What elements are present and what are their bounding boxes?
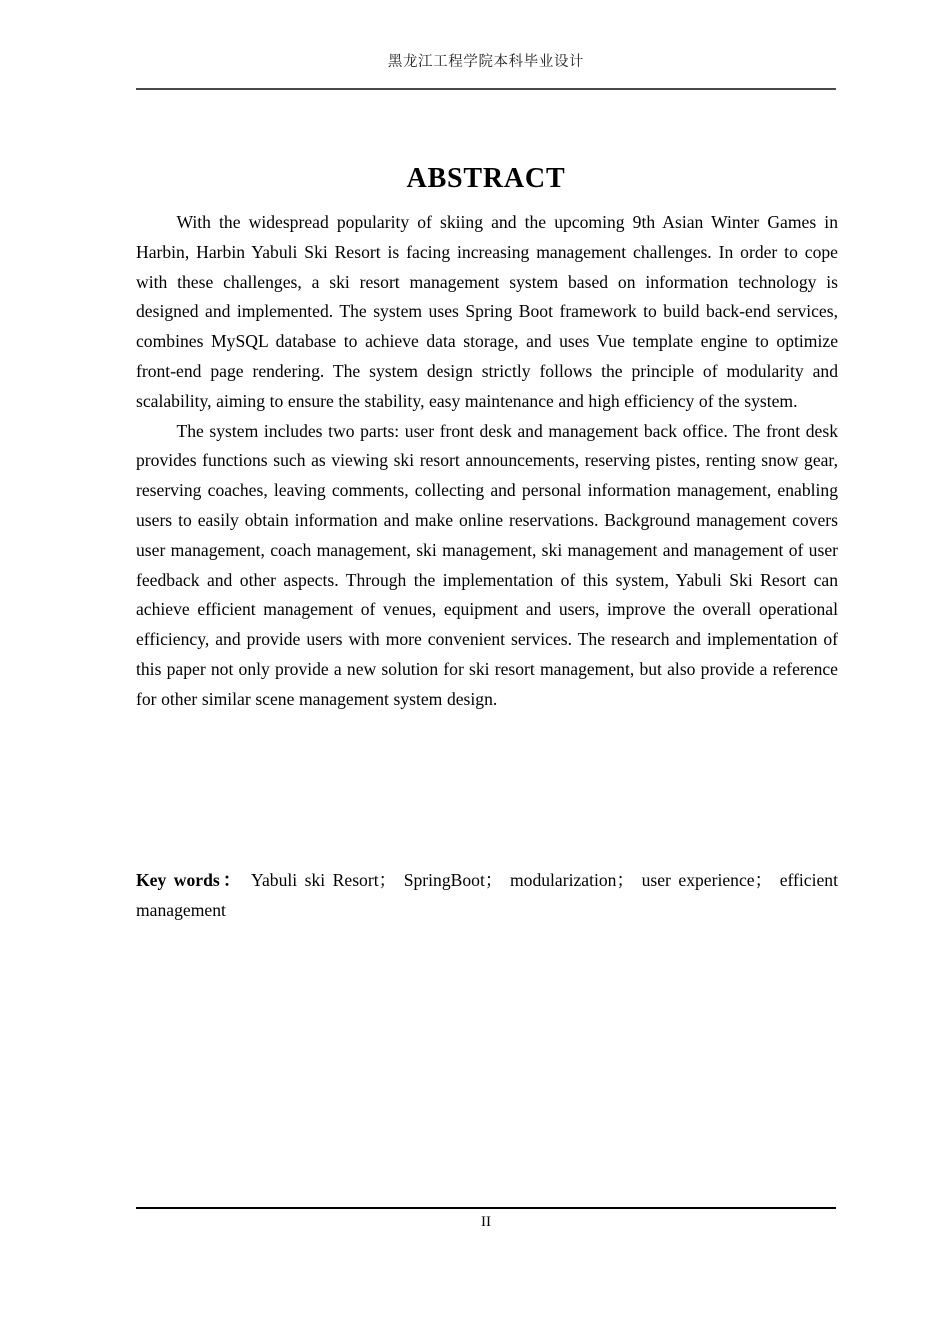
page-title: ABSTRACT <box>406 162 566 194</box>
keywords-section <box>136 866 838 926</box>
keyword-item-0: Yabuli ski Resort <box>251 870 379 890</box>
keyword-separator-2: ； <box>616 870 635 890</box>
keywords-label-colon: ： <box>219 870 244 890</box>
keywords-spacer <box>634 870 642 890</box>
header-divider-rule <box>136 88 836 90</box>
running-header <box>136 52 836 72</box>
abstract-paragraph-1: With the widespread popularity of skiing and the upcoming 9th Asian Winter Games in Harbin, Harbin Yabuli Ski Resort is facing increasing management challenges. In order to cope with these challenges, a ski resort management system based on information technology is designed and implemented. The system uses Spring Boot framework to build back-end services, combines MySQL database to achieve data storage, and uses Vue template engine to optimize front-end page rendering. The system design strictly follows the principle of modularity and scalability, aiming to ensure the stability, easy maintenance and high efficiency of the system. <box>136 212 838 411</box>
footer-divider-rule <box>136 1207 836 1209</box>
page-number: II <box>481 1214 491 1230</box>
keyword-item-2: modularization <box>509 870 617 890</box>
abstract-paragraph-2: The system includes two parts: user front desk and management back office. The front desk provides functions such as viewing ski resort announcements, reserving pistes, renting snow gear, reserving coaches, leaving comments, collecting and personal information management, enabling users to easily obtain information and make online reservations. Background management covers user management, coach management, ski management, ski management and management of user feedback and other aspects. Through the implementation of this system, Yabuli Ski Resort can achieve efficient management of venues, equipment and users, improve the overall operational efficiency, and provide users with more convenient services. The research and implementation of this paper not only provide a new solution for ski resort management, but also provide a reference for other similar scene management system design. <box>136 420 838 709</box>
keyword-item-4: efficient management <box>136 870 838 920</box>
keyword-item-1: SpringBoot <box>403 870 485 890</box>
keywords-label: Key words <box>136 870 220 890</box>
abstract-body <box>136 208 838 715</box>
running-header-title: 黑龙江工程学院本科毕业设计 <box>387 54 585 70</box>
keyword-item-3: user experience <box>641 870 755 890</box>
keywords-spacer <box>396 870 404 890</box>
keywords-spacer <box>502 870 510 890</box>
keywords-spacer <box>244 870 252 890</box>
keyword-separator-1: ； <box>484 870 503 890</box>
keyword-separator-0: ； <box>378 870 397 890</box>
keywords-spacer <box>772 870 780 890</box>
keyword-separator-3: ； <box>754 870 773 890</box>
